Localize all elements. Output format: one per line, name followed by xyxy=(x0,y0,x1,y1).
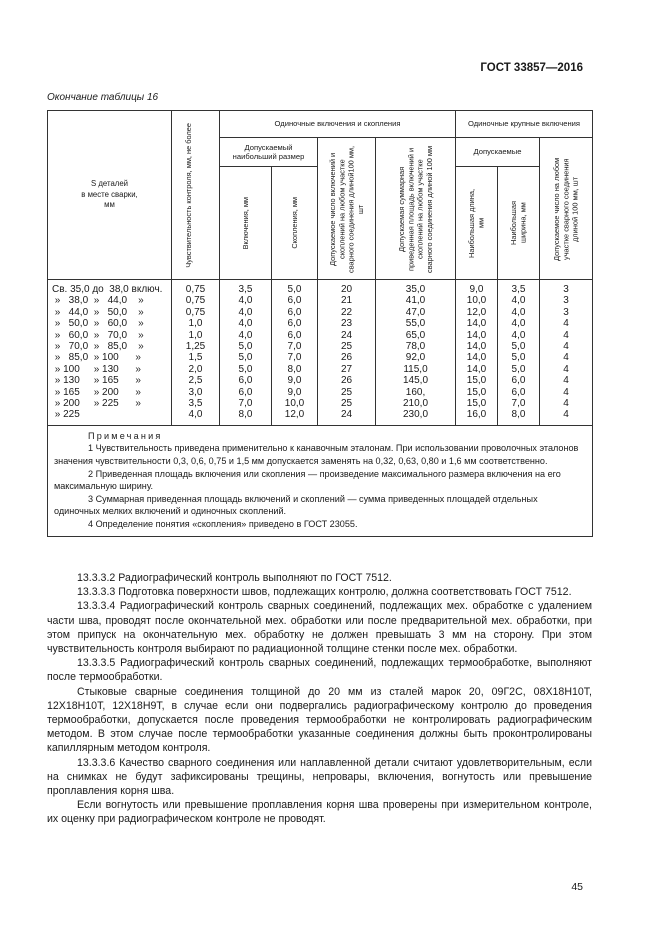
paragraph: 13.3.3.3 Подготовка поверхности швов, подлежащих контролю, должна соответствовать ГОСТ 7512. xyxy=(77,586,572,599)
table-cell: 1,0 xyxy=(172,330,220,341)
table-cell: 41,0 xyxy=(376,295,456,306)
table-cell: 4 xyxy=(540,352,593,363)
table-cell: 25 xyxy=(318,398,376,409)
table-cell: 9,0 xyxy=(456,280,498,296)
table-cell: 6,0 xyxy=(272,295,318,306)
table-cell: » 165 » 200 » xyxy=(48,387,172,398)
table-cell: 4,0 xyxy=(498,318,540,329)
table-cell: 6,0 xyxy=(220,387,272,398)
table-cell: Св. 35,0 до 38,0 включ. xyxy=(48,280,172,296)
table-cell: » 60,0 » 70,0 » xyxy=(48,330,172,341)
table-cell: 26 xyxy=(318,352,376,363)
table-cell: 14,0 xyxy=(456,318,498,329)
table-cell: 10,0 xyxy=(456,295,498,306)
table-cell: 4 xyxy=(540,318,593,329)
paragraph: Стыковые сварные соединения толщиной до 20 мм из сталей марок 20, 09Г2С, 08Х18Н10Т, 12Х18Н10Т, 12Х18Н9Т, в случае если они подвергались радиографическому контролю до проведения термообработки, допускается после проведения термообработки не контролировать радиографическим методом. В этом случае после термообработки указанные соединения должны быть проконтролированы капиллярным методом контроля. xyxy=(47,685,592,755)
table-cell: 4 xyxy=(540,409,593,425)
table-cell: 145,0 xyxy=(376,375,456,386)
table-cell: 0,75 xyxy=(172,295,220,306)
table-cell: 3,5 xyxy=(220,280,272,296)
table-cell: 55,0 xyxy=(376,318,456,329)
table-row xyxy=(48,409,593,425)
table-cell: 4,0 xyxy=(498,330,540,341)
table-cell: 7,0 xyxy=(498,398,540,409)
page-number: 45 xyxy=(571,881,583,893)
table-cell: 22 xyxy=(318,307,376,318)
table-row xyxy=(48,375,593,386)
table-row xyxy=(48,307,593,318)
table-cell: 25 xyxy=(318,341,376,352)
table-cell: 15,0 xyxy=(456,387,498,398)
table-cell: » 44,0 » 50,0 » xyxy=(48,307,172,318)
table-cell: 230,0 xyxy=(376,409,456,425)
table-cell: 8,0 xyxy=(498,409,540,425)
header-max-length: Наибольшая длина, мм xyxy=(456,167,498,280)
table-cell: 1,5 xyxy=(172,352,220,363)
header-count-large: Допускаемое число на любом участке сварного соединения длиной 100 мм, шт xyxy=(540,138,593,280)
table-cell: 5,0 xyxy=(220,341,272,352)
table-cell: 2,5 xyxy=(172,375,220,386)
table-cell: 2,0 xyxy=(172,364,220,375)
table-cell: 5,0 xyxy=(220,364,272,375)
table-cell: 5,0 xyxy=(498,341,540,352)
table-cell: 14,0 xyxy=(456,364,498,375)
table-cell: 5,0 xyxy=(498,352,540,363)
table-cell: » 50,0 » 60,0 » xyxy=(48,318,172,329)
table-cell: 6,0 xyxy=(498,375,540,386)
table-cell: » 225 xyxy=(48,409,172,425)
table-cell: 47,0 xyxy=(376,307,456,318)
header-size: S деталей в месте сварки, мм xyxy=(48,111,172,280)
table-cell: 9,0 xyxy=(272,387,318,398)
table-cell: » 38,0 » 44,0 » xyxy=(48,295,172,306)
paragraph: 13.3.3.5 Радиографический контроль сварных соединений, подлежащих термообработке, выполняют после термообработки. xyxy=(47,657,592,684)
table-cell: 4 xyxy=(540,341,593,352)
table-cell: 16,0 xyxy=(456,409,498,425)
table-cell: 78,0 xyxy=(376,341,456,352)
table-cell: 4,0 xyxy=(220,295,272,306)
table-cell: » 85,0 » 100 » xyxy=(48,352,172,363)
table-cell: 5,0 xyxy=(498,364,540,375)
table-row xyxy=(48,280,593,296)
header-inclusions: Включения, мм xyxy=(220,167,272,280)
table-cell: 12,0 xyxy=(456,307,498,318)
header-single-group: Одиночные включения и скопления xyxy=(220,111,456,138)
table-cell: 7,0 xyxy=(220,398,272,409)
paragraph: 13.3.3.6 Качество сварного соединения или наплавленной детали считают удовлетворительным, если на снимках не будут зафиксированы трещины, непровары, включения, вогнутость или превышение проплавления корня шва. xyxy=(47,756,592,798)
table-row xyxy=(48,387,593,398)
table-cell: 4 xyxy=(540,330,593,341)
header-allowed: Допускаемые xyxy=(456,138,540,167)
paragraph: Если вогнутость или превышение проплавления корня шва проверены при измерительном контроле, их оценку при радиографическом контроле не проводят. xyxy=(47,799,592,826)
table-cell: 25 xyxy=(318,387,376,398)
table-cell: 65,0 xyxy=(376,330,456,341)
table-cell: 4,0 xyxy=(498,295,540,306)
table-row xyxy=(48,341,593,352)
table-cell: 160, xyxy=(376,387,456,398)
paragraph: 13.3.3.4 Радиографический контроль сварных соединений, подлежащих мех. обработке с удалением части шва, проводят после окончательной мех. обработки или после предварительной мех. обработки, при этом припуск на окончательную мех. обработку не должен превышать 3 мм на сторону. При этом чувствительность контроля выбирают по радиационной толщине стенки после мех. обработки. xyxy=(47,600,592,656)
table-cell: 115,0 xyxy=(376,364,456,375)
table-row xyxy=(48,398,593,409)
table-cell: » 70,0 » 85,0 » xyxy=(48,341,172,352)
table-cell: 7,0 xyxy=(272,341,318,352)
table-cell: 1,0 xyxy=(172,318,220,329)
table-cell: 3 xyxy=(540,307,593,318)
table-cell: 8,0 xyxy=(220,409,272,425)
table-cell: 5,0 xyxy=(272,280,318,296)
table-row xyxy=(48,330,593,341)
table-cell: 14,0 xyxy=(456,341,498,352)
table-row xyxy=(48,364,593,375)
body-text xyxy=(47,571,592,827)
header-area-sum: Допускаемая суммарная приведенная площадь включений и скоплений на любом участке сварного соединения длиной 100 мм xyxy=(376,138,456,280)
table-cell: 26 xyxy=(318,375,376,386)
table-row xyxy=(48,318,593,329)
notes-title: Примечания xyxy=(88,430,163,441)
table-cell: 24 xyxy=(318,330,376,341)
header-large-group: Одиночные крупные включения xyxy=(456,111,593,138)
table-cell: 4,0 xyxy=(220,318,272,329)
table-cell: 92,0 xyxy=(376,352,456,363)
header-clusters: Скопления, мм xyxy=(272,167,318,280)
table-cell: 3,5 xyxy=(498,280,540,296)
table-cell: 0,75 xyxy=(172,307,220,318)
table-cell: 4 xyxy=(540,398,593,409)
table-cell: 35,0 xyxy=(376,280,456,296)
paragraph: 13.3.3.2 Радиографический контроль выполняют по ГОСТ 7512. xyxy=(77,572,392,584)
table-cell: 6,0 xyxy=(272,307,318,318)
table-cell: 10,0 xyxy=(272,398,318,409)
note-item: 1 Чувствительность приведена применительно к канавочным эталонам. При использовании проволочных эталонов значения чувствительности 0,3, 0,6, 0,75 и 1,5 мм допускается заменять на 0,32, 0,63, 0,80 и 1,6 мм соответственно. xyxy=(54,443,579,467)
note-item: 2 Приведенная площадь включения или скопления — произведение максимального размера включения на его максимальную ширину. xyxy=(54,468,561,492)
header-sensitivity: Чувствительность контроля, мм, не более xyxy=(172,111,220,280)
table-cell: 5,0 xyxy=(220,352,272,363)
table-row xyxy=(48,295,593,306)
note-item: 4 Определение понятия «скопления» приведено в ГОСТ 23055. xyxy=(88,519,358,530)
table-cell: 6,0 xyxy=(220,375,272,386)
table-cell: » 200 » 225 » xyxy=(48,398,172,409)
table-cell: 6,0 xyxy=(498,387,540,398)
table-cell: 15,0 xyxy=(456,375,498,386)
table-cell: 20 xyxy=(318,280,376,296)
table-cell: 4 xyxy=(540,375,593,386)
table-cell: 15,0 xyxy=(456,398,498,409)
table-cell: 4 xyxy=(540,364,593,375)
table-cell: 3 xyxy=(540,295,593,306)
table-cell: 4,0 xyxy=(498,307,540,318)
header-max-size: Допускаемый наибольший размер xyxy=(220,138,318,167)
table-cell: 4 xyxy=(540,387,593,398)
table-cell: » 100 » 130 » xyxy=(48,364,172,375)
header-max-width: Наибольшая ширина, мм xyxy=(498,167,540,280)
note-item: 3 Суммарная приведенная площадь включений и скоплений — сумма приведенных площадей отдельных одиночных мелких включений и одиночных скоплений. xyxy=(54,493,538,517)
table-cell: 24 xyxy=(318,409,376,425)
table-cell: 12,0 xyxy=(272,409,318,425)
table-cell: 14,0 xyxy=(456,330,498,341)
table-cell: 3,0 xyxy=(172,387,220,398)
table-cell: 21 xyxy=(318,295,376,306)
table-cell: 4,0 xyxy=(220,307,272,318)
table-cell: 14,0 xyxy=(456,352,498,363)
table-cell: 4,0 xyxy=(220,330,272,341)
table-cell: 6,0 xyxy=(272,318,318,329)
header-count-single: Допускаемое число включений и скоплений на любом участке сварного соединения длиной100 мм, шт xyxy=(318,138,376,280)
table-cell: 23 xyxy=(318,318,376,329)
document-header: ГОСТ 33857—2016 xyxy=(480,62,583,74)
table-cell: 0,75 xyxy=(172,280,220,296)
table-notes xyxy=(48,425,593,536)
table-caption: Окончание таблицы 16 xyxy=(47,92,159,103)
table-16 xyxy=(47,110,593,537)
table-cell: 7,0 xyxy=(272,352,318,363)
table-cell: 1,25 xyxy=(172,341,220,352)
table-cell: » 130 » 165 » xyxy=(48,375,172,386)
table-cell: 4,0 xyxy=(172,409,220,425)
table-cell: 6,0 xyxy=(272,330,318,341)
table-row xyxy=(48,352,593,363)
table-cell: 3,5 xyxy=(172,398,220,409)
table-cell: 27 xyxy=(318,364,376,375)
table-cell: 9,0 xyxy=(272,375,318,386)
table-cell: 210,0 xyxy=(376,398,456,409)
table-cell: 8,0 xyxy=(272,364,318,375)
table-cell: 3 xyxy=(540,280,593,296)
